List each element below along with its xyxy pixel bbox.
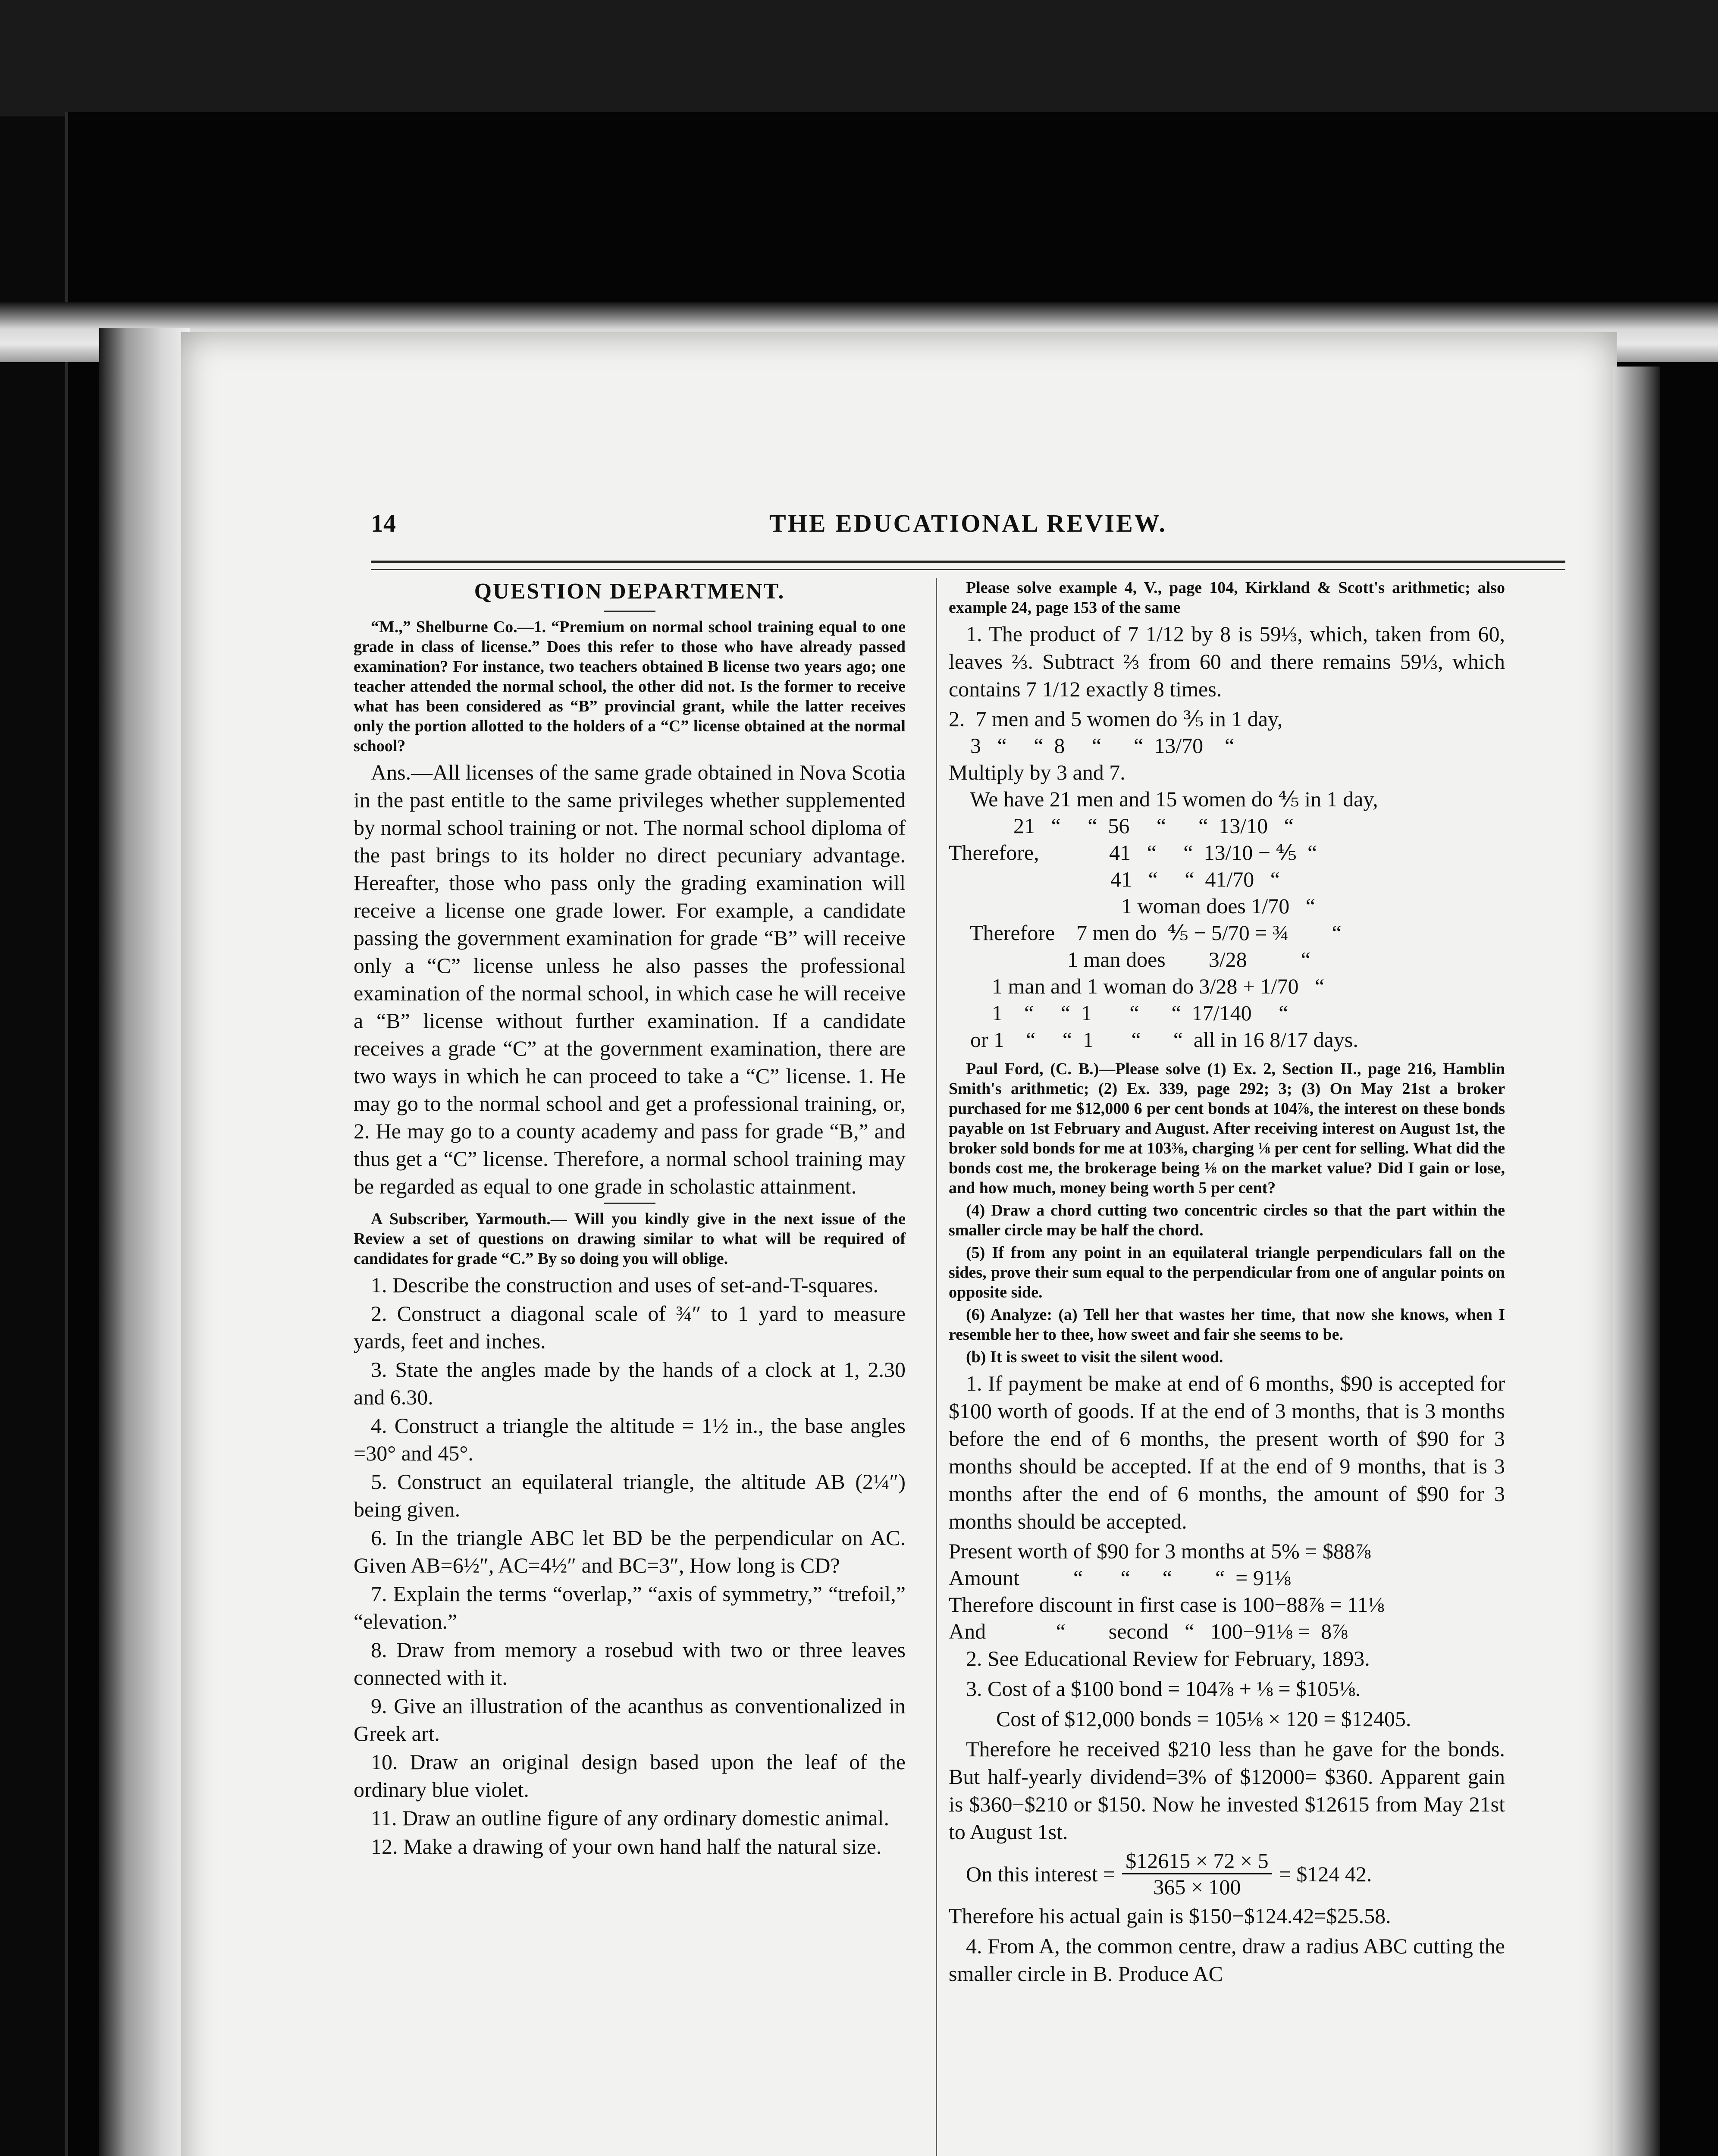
right-column bbox=[949, 578, 1505, 1990]
answer-3e: Therefore his actual gain is $150−$124.42=$25.58. bbox=[949, 1904, 1391, 1928]
answer-3c: Therefore he received $210 less than he gave for the bonds. But half-yearly dividend=3% of $12000= $360. Apparent gain is $360−$210 or $150. Now he invested $12615 from May 21st to August 1st. bbox=[949, 1737, 1505, 1844]
question-5: (5) If from any point in an equilateral triangle perpendiculars fall on the sides, prove their sum equal to the perpendicular from one of angular points on opposite side. bbox=[949, 1244, 1505, 1301]
list-item: 1. Describe the construction and uses of set-and-T-squares. bbox=[371, 1273, 878, 1297]
work-line: We have 21 men and 15 women do ⅘ in 1 day, bbox=[949, 787, 1378, 811]
work-line: 21 “ “ 56 “ “ 13/10 “ bbox=[949, 814, 1294, 838]
page-left-edge bbox=[99, 328, 190, 2156]
work-line: 3 “ “ 8 “ “ 13/70 “ bbox=[949, 733, 1235, 758]
answer-product: 1. The product of 7 1/12 by 8 is 59⅓, which, taken from 60, leaves ⅔. Subtract ⅔ from 60 and there remains 59⅓, which contains 7 1/12 exactly 8 times. bbox=[949, 622, 1505, 701]
list-item: 4. Construct a triangle the altitude = 1½ in., the base angles =30° and 45°. bbox=[354, 1413, 906, 1465]
solve-request: Please solve example 4, V., page 104, Kirkland & Scott's arithmetic; also example 24, page 153 of the same bbox=[949, 579, 1505, 617]
list-item: 6. In the triangle ABC let BD be the perpendicular on AC. Given AB=6½″, AC=4½″ and BC=3″, How long is CD? bbox=[354, 1526, 906, 1577]
calc-line: Therefore discount in first case is 100−88⅞ = 11⅛ bbox=[949, 1592, 1384, 1617]
section-title: QUESTION DEPARTMENT. bbox=[474, 579, 785, 604]
calc-line: And “ second “ 100−91⅛ = 8⅞ bbox=[949, 1619, 1348, 1643]
answer-3b: Cost of $12,000 bonds = 105⅛ × 120 = $12405. bbox=[996, 1707, 1411, 1731]
work-block bbox=[949, 705, 1505, 1053]
left-column bbox=[354, 573, 906, 1861]
list-item: 12. Make a drawing of your own hand half the natural size. bbox=[371, 1834, 882, 1858]
list-item: 3. State the angles made by the hands of a clock at 1, 2.30 and 6.30. bbox=[354, 1357, 906, 1409]
question-m: “M.,” Shelburne Co.—1. “Premium on normal school training equal to one grade in class of license.” Does this refer to those who have already passed examination? For instance, two teachers obtained B license two years ago; one teacher attended the normal school, the other did not. Is the former to receive what has been considered as “B” provincial grant, while the latter receives only the portion allotted to the holders of a “C” license obtained at the normal school? bbox=[354, 618, 906, 755]
fraction-numerator: $12615 × 72 × 5 bbox=[1122, 1848, 1272, 1874]
work-line: 1 woman does 1/70 “ bbox=[949, 894, 1315, 918]
column-divider bbox=[936, 578, 937, 2156]
work-line: 1 “ “ 1 “ “ 17/140 “ bbox=[949, 1001, 1288, 1025]
formula-right: = $124 42. bbox=[1279, 1861, 1372, 1886]
list-item: 7. Explain the terms “overlap,” “axis of symmetry,” “trefoil,” “elevation.” bbox=[354, 1582, 906, 1633]
formula-left: On this interest = bbox=[966, 1861, 1116, 1886]
answer-4: 4. From A, the common centre, draw a radius ABC cutting the smaller circle in B. Produce AC bbox=[949, 1934, 1505, 1986]
answer-payment: 1. If payment be make at end of 6 months, $90 is accepted for $100 worth of goods. If at the end of 3 months, that is 3 months before the end of 6 months, the present worth of $90 for 3 months should be accepted. If at the end of 9 months, that is 3 months after the end of 6 months, the amount of $90 for 3 months should be accepted. bbox=[949, 1371, 1505, 1533]
work-line: 1 man does 3/28 “ bbox=[949, 947, 1310, 971]
fraction bbox=[1122, 1848, 1272, 1899]
work-line: 2. 7 men and 5 women do ⅗ in 1 day, bbox=[949, 707, 1283, 731]
film-top-strip bbox=[0, 0, 1718, 116]
calc-block bbox=[949, 1538, 1505, 1645]
work-line: 41 “ “ 41/70 “ bbox=[949, 867, 1280, 891]
list-item: 8. Draw from memory a rosebud with two or three leaves connected with it. bbox=[354, 1638, 906, 1689]
list-item: 5. Construct an equilateral triangle, the altitude AB (2¼″) being given. bbox=[354, 1470, 906, 1521]
answer-m: Ans.—All licenses of the same grade obtained in Nova Scotia in the past entitle to the same privileges whether supplemented by normal school training or not. The normal school diploma of the past brings to its holder no direct pecuniary advantage. Hereafter, those who pass only the grading examination will receive a license one grade lower. For example, a candidate passing the government examination for grade “B” will receive only a “C” license unless he also passes the professional examination of the normal school, in which case he will receive a “B” license without further examination. If a candidate receives a grade “C” at the government examination, there are two ways in which he can proceed to take a “C” license. 1. He may go to the normal school and get a professional training, or, 2. He may go to a county academy and pass for grade “B,” and thus get a “C” license. Therefore, a normal school training may be regarded as equal to one grade in scholastic attainment. bbox=[354, 760, 906, 1198]
page-right-edge bbox=[1613, 367, 1660, 2156]
calc-line: Present worth of $90 for 3 months at 5% = $88⅞ bbox=[949, 1539, 1371, 1563]
list-item: 10. Draw an original design based upon the leaf of the ordinary blue violet. bbox=[354, 1750, 906, 1802]
separator-rule bbox=[604, 1203, 655, 1204]
list-item: 9. Give an illustration of the acanthus as conventionalized in Greek art. bbox=[354, 1694, 906, 1745]
page-header bbox=[371, 509, 1565, 548]
header-rule bbox=[371, 561, 1565, 570]
work-line: Multiply by 3 and 7. bbox=[949, 760, 1125, 784]
list-item: 2. Construct a diagonal scale of ¾″ to 1 yard to measure yards, feet and inches. bbox=[354, 1301, 906, 1353]
fraction-denominator: 365 × 100 bbox=[1153, 1875, 1241, 1899]
page-number: 14 bbox=[371, 509, 396, 537]
work-line: or 1 “ “ 1 “ “ all in 16 8/17 days. bbox=[949, 1028, 1358, 1052]
answer-3a: 3. Cost of a $100 bond = 104⅞ + ⅛ = $105⅛. bbox=[966, 1677, 1361, 1701]
question-4: (4) Draw a chord cutting two concentric circles so that the part within the smaller circle may be half the chord. bbox=[949, 1201, 1505, 1239]
list-item: 11. Draw an outline figure of any ordinary domestic animal. bbox=[371, 1806, 889, 1830]
question-6b: (b) It is sweet to visit the silent wood. bbox=[966, 1348, 1223, 1366]
work-line: 1 man and 1 woman do 3/28 + 1/70 “ bbox=[949, 974, 1325, 998]
section-rule bbox=[604, 611, 655, 612]
drawing-questions-list bbox=[354, 1271, 906, 1860]
subscriber-request: A Subscriber, Yarmouth.— Will you kindly give in the next issue of the Review a set of questions on drawing similar to what will be required of candidates for grade “C.” By so doing you will oblige. bbox=[354, 1210, 906, 1268]
work-line: Therefore, 41 “ “ 13/10 − ⅘ “ bbox=[949, 840, 1317, 865]
question-6: (6) Analyze: (a) Tell her that wastes her time, that now she knows, when I resemble her to thee, how sweet and fair she seems to be. bbox=[949, 1306, 1505, 1344]
paul-ford-request: Paul Ford, (C. B.)—Please solve (1) Ex. 2, Section II., page 216, Hamblin Smith's arithmetic; (2) Ex. 339, page 292; 3; (3) On May 21st a broker purchased for me $12,000 6 per cent bonds at 104⅞, the interest on these bonds payable on 1st February and August. After receiving interest on August 1st, the broker sold bonds for me at 103⅜, charging ⅛ per cent for selling. What did the bonds cost me, the brokerage being ⅛ on the market value? Did I gain or lose, and how much, money being worth 5 per cent? bbox=[949, 1060, 1505, 1197]
work-line: Therefore 7 men do ⅘ − 5/70 = ¾ “ bbox=[949, 921, 1342, 945]
interest-formula bbox=[966, 1848, 1505, 1899]
running-title: THE EDUCATIONAL REVIEW. bbox=[769, 509, 1167, 537]
answer-2: 2. See Educational Review for February, 1893. bbox=[966, 1646, 1370, 1670]
calc-line: Amount “ “ “ “ = 91⅛ bbox=[949, 1566, 1291, 1590]
